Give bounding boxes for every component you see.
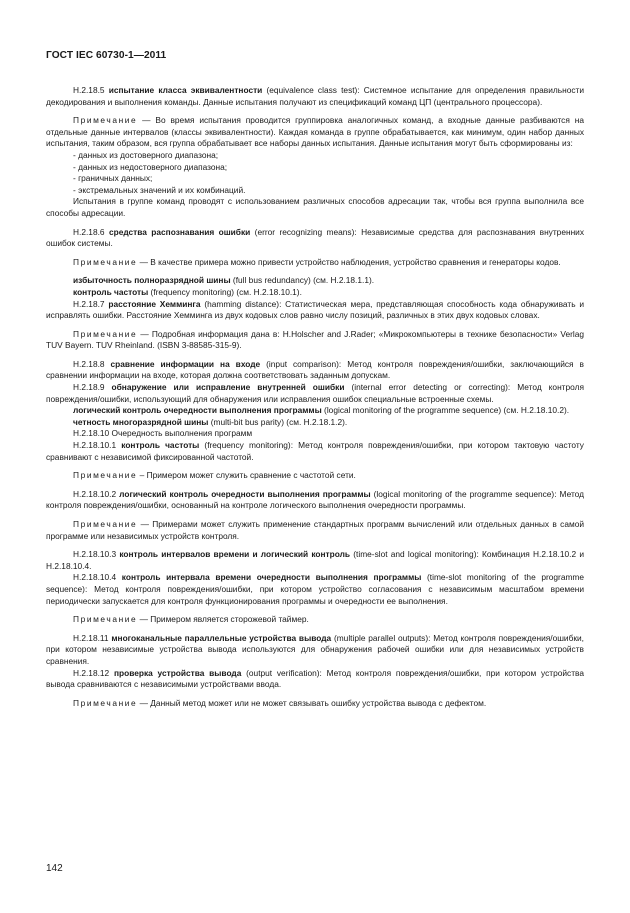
- term: многоканальные параллельные устройства вывода: [111, 632, 332, 643]
- definition-paragraph: [46, 359, 584, 382]
- clause-number: Н.2.18.5: [73, 85, 105, 95]
- note-label: Примечание: [73, 256, 138, 267]
- note-paragraph: [46, 470, 584, 482]
- note-paragraph: [46, 519, 584, 542]
- clause-number: Н.2.18.6: [73, 226, 105, 237]
- definition-text: (internal error detecting or correcting): Метод контроля повреждения/ошибки, использующий для обнаружения или исправления ошибок специальные встроенные схемы.: [46, 382, 584, 404]
- body-paragraph: Испытания в группе команд проводят с использованием различных способов адресации так, чтобы вся группа выполнила все способы адресации.: [46, 196, 584, 218]
- term: контроль частоты: [121, 440, 200, 451]
- definition-text: (time-slot monitoring of the programme sequence): Метод контроля повреждения/ошибки, при котором устройство согласования с независимым масштабом времени периодически запускается для контроля функционирования программы и очередности ее выполнения.: [46, 572, 584, 606]
- note-text: — Данный метод может или не может связывать ошибку устройства вывода с дефектом.: [137, 697, 487, 708]
- clause-number: Н.2.18.9: [73, 382, 105, 393]
- term: расстояние Хемминга: [108, 298, 201, 309]
- definition-text: (time-slot and logical monitoring): Комбинация Н.2.18.10.2 и Н.2.18.10.4.: [46, 549, 584, 571]
- list-item: - граничных данных;: [73, 173, 153, 184]
- note-text: — Во время испытания проводится группировка аналогичных команд, а входные данные разбиваются на отдельные данные интервалов (классы эквивалентности). Каждая команда в группе обрабатывается, как минимум, один набор данных испытания, таким образом, вся группа обрабатывает все наборы данных испытания. Данные испытания могут быть сформированы из:: [46, 115, 584, 149]
- note-label: Примечание: [73, 115, 138, 126]
- term: избыточность полноразрядной шины: [73, 275, 231, 286]
- clause-number: Н.2.18.11: [73, 632, 109, 643]
- term: четность многоразрядной шины: [73, 416, 209, 427]
- note-paragraph: [46, 115, 584, 150]
- definition-paragraph: [46, 85, 584, 108]
- clause-number: Н.2.18.12: [73, 667, 110, 678]
- definition-paragraph: [46, 668, 584, 691]
- definition-paragraph: [46, 227, 584, 250]
- definition-paragraph: [46, 382, 584, 405]
- document-header: ГОСТ IEC 60730-1—2011: [46, 50, 167, 61]
- note-text: – Примером может служить сравнение с частотой сети.: [137, 470, 356, 481]
- cross-reference: [46, 275, 584, 287]
- definition-paragraph: [46, 440, 584, 463]
- definition-text: (output verification): Метод контроля повреждения/ошибки, при котором устройства вывода сравниваются с независимыми устройствами ввода.: [46, 667, 584, 690]
- term: логический контроль очередности выполнения программы: [73, 405, 322, 416]
- list-item: - данных из недостоверного диапазона;: [73, 161, 228, 172]
- definition-paragraph: [46, 299, 584, 322]
- term: сравнение информации на входе: [110, 358, 261, 369]
- clause-number: Н.2.18.8: [73, 358, 105, 369]
- definition-paragraph: [46, 572, 584, 607]
- note-label: Примечание: [73, 697, 138, 708]
- term: обнаружение или исправление внутренней ошибки: [111, 382, 345, 393]
- term: контроль интервалов времени и логический контроль: [119, 549, 351, 560]
- note-text: — В качестве примера можно привести устройство наблюдения, устройство сравнения и генераторы кодов.: [137, 256, 561, 267]
- definition-text: (error recognizing means): Независимые средства для распознавания внутренних ошибок системы.: [46, 226, 585, 249]
- definition-text: (hamming distance): Статистическая мера, представляющая способность кода обнаруживать и исправлять ошибки. Расстояние Хемминга из двух кодовых слов равно числу позиций, различных в этих двух кодовых словах.: [46, 298, 585, 321]
- reference-text: (full bus redundancy) (см. Н.2.18.1.1).: [230, 275, 375, 286]
- term: контроль интервала времени очередности выполнения программы: [121, 572, 422, 583]
- definition-text: (logical monitoring of the programme sequence): Метод контроля повреждения/ошибки, основанный на контроле логического выполнения очередности программы.: [46, 488, 584, 511]
- reference-text: (logical monitoring of the programme sequence) (см. Н.2.18.10.2).: [321, 405, 570, 416]
- term: проверка устройства вывода: [113, 667, 242, 678]
- note-text: — Примером является сторожевой таймер.: [137, 614, 309, 625]
- clause-number: Н.2.18.10.3: [73, 549, 117, 560]
- reference-text: (frequency monitoring) (см. Н.2.18.10.1).: [148, 286, 302, 297]
- term: логический контроль очередности выполнения программы: [119, 488, 371, 499]
- note-label: Примечание: [73, 614, 138, 625]
- clause-number: Н.2.18.10.1: [73, 440, 117, 451]
- document-body: [46, 85, 584, 709]
- term: контроль частоты: [73, 286, 149, 297]
- clause-number: Н.2.18.10.2: [73, 488, 117, 499]
- note-paragraph: [46, 614, 584, 626]
- term: испытание класса эквивалентности: [108, 85, 263, 95]
- term: средства распознавания ошибки: [108, 226, 251, 237]
- page-number: 142: [46, 863, 63, 874]
- definition-text: (equivalence class test): Системное испытание для определения правильности декодирования и выполнения команды. Данные испытания получают из спецификаций команд ЦП (центрального процессора).: [46, 85, 584, 107]
- note-paragraph: [46, 257, 584, 269]
- definition-text: (frequency monitoring): Метод контроля повреждения/ошибки, при котором тактовую частоту сравнивают с независимой фиксированной частотой.: [46, 440, 584, 462]
- note-text: — Подробная информация дана в: H.Holscher and J.Rader; «Микрокомпьютеры в технике безопасности» Verlag TUV Bayern. TUV Rheinland. (ISBN 3-88585-315-9).: [46, 328, 584, 351]
- definition-paragraph: [46, 489, 584, 512]
- note-paragraph: [46, 698, 584, 710]
- definition-text: (input comparison): Метод контроля повреждения/ошибки, заключающийся в сравнении информации на входе, которая должна соответствовать заданным допускам.: [46, 358, 584, 381]
- reference-text: (multi-bit bus parity) (см. Н.2.18.1.2).: [208, 416, 348, 427]
- cross-reference: [46, 417, 584, 429]
- list-item: - данных из достоверного диапазона;: [73, 149, 219, 160]
- cross-reference: [46, 405, 584, 417]
- note-label: Примечание: [73, 328, 138, 339]
- definition-paragraph: [46, 633, 584, 668]
- list-item: - экстремальных значений и их комбинаций.: [73, 184, 246, 195]
- note-label: Примечание: [73, 470, 138, 481]
- section-heading: Н.2.18.10 Очередность выполнения программ: [73, 428, 253, 439]
- note-text: — Примерами может служить применение стандартных программ вычислений или отдельных данных в самой программе или независимых устройств контроля.: [46, 519, 584, 541]
- clause-number: Н.2.18.10.4: [73, 572, 117, 583]
- test-data-list: [46, 150, 584, 196]
- clause-number: Н.2.18.7: [73, 298, 105, 309]
- cross-reference: [46, 287, 584, 299]
- note-paragraph: [46, 329, 584, 352]
- note-label: Примечание: [73, 519, 138, 529]
- definition-text: (multiple parallel outputs): Метод контроля повреждения/ошибки, при котором независимые устройства вывода используются для обнаружения рабочей ошибки или для независимых устройств сравнения.: [46, 632, 584, 666]
- definition-paragraph: [46, 549, 584, 572]
